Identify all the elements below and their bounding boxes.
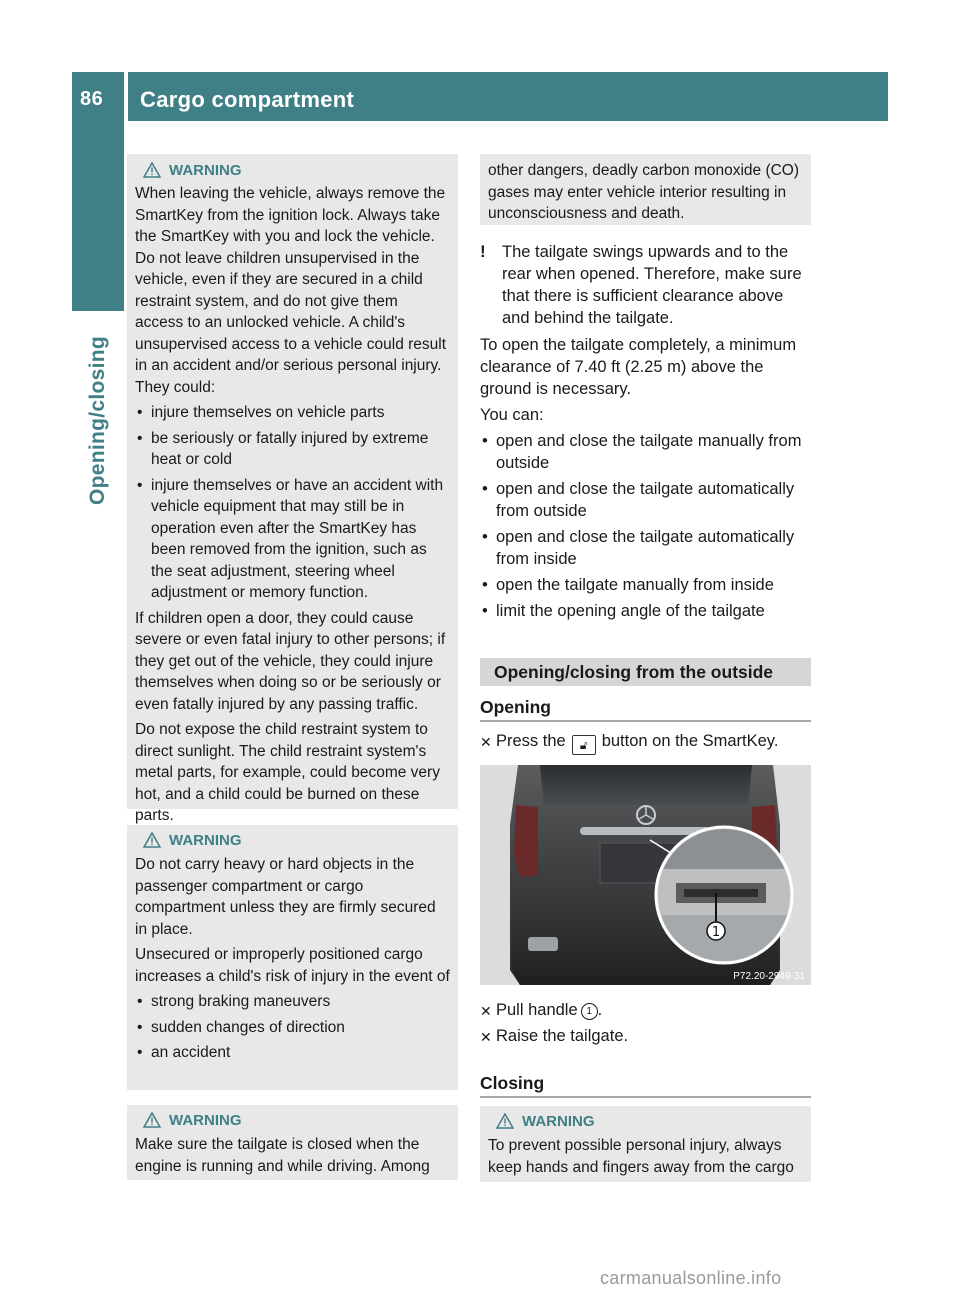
- warning-box-children: [127, 154, 458, 824]
- warning-paragraph: If children open a door, they could cause severe or even fatal injury to other persons; if they get out of the vehicle, they could injure themselves when doing so or be seriously or even fatally injured by any passing traffic.: [135, 609, 446, 713]
- warning-triangle-icon: [143, 1112, 161, 1128]
- subheading-opening: Opening: [480, 697, 551, 717]
- car-rear-illustration: [480, 765, 811, 985]
- warning-box-tailgate: [127, 1105, 458, 1180]
- list-item: • open and close the tailgate manually from outside: [482, 432, 802, 472]
- notice-block: [480, 241, 813, 329]
- step-marker-icon: ✕: [480, 1029, 492, 1045]
- list-item: • injure themselves on vehicle parts: [137, 404, 385, 421]
- list-item: • open and close the tailgate automatically from inside: [482, 528, 795, 568]
- header-separator: [124, 72, 128, 121]
- list-item: • strong braking maneuvers: [137, 993, 331, 1010]
- list-item: • an accident: [137, 1044, 231, 1061]
- subheading-rule: [480, 1096, 811, 1098]
- page-title: Cargo compartment: [140, 87, 355, 112]
- warning-header: [143, 1111, 450, 1129]
- list-item: • limit the opening angle of the tailgate: [482, 602, 765, 620]
- right-column-text: [480, 241, 813, 626]
- list-item: • injure themselves or have an accident with vehicle equipment that may still be in operation even after the SmartKey has been removed from the ignition, such as the seat adjustment, steering wheel adjustment or memory function.: [137, 476, 444, 601]
- warning-paragraph: Do not carry heavy or hard objects in the passenger compartment or cargo compartment unless they are firmly secured in place.: [135, 856, 436, 938]
- section-heading: Opening/closing from the outside: [480, 658, 811, 686]
- warning-header: [143, 161, 450, 179]
- warning-paragraph: other dangers, deadly carbon monoxide (CO) gases may enter vehicle interior resulting in unconsciousness and death.: [488, 162, 800, 222]
- tailgate-photo: [480, 765, 811, 985]
- step-press-button: ✕ Press the 🔓︎ button on the SmartKey.: [480, 730, 811, 755]
- notice-text: The tailgate swings upwards and to the rear when opened. Therefore, make sure that there is sufficient clearance above and behind the tailgate.: [502, 243, 802, 327]
- warning-paragraph: To prevent possible personal injury, always keep hands and fingers away from the cargo: [488, 1137, 794, 1176]
- step-marker-icon: ✕: [480, 734, 492, 750]
- warning-paragraph: Do not expose the child restraint system to direct sunlight. The child restraint system's metal parts, for example, could become very hot, and a child could be burned on these parts.: [135, 721, 440, 824]
- paragraph: To open the tailgate completely, a minimum clearance of 7.40 ft (2.25 m) above the ground is necessary.: [480, 336, 797, 398]
- list-item: • sudden changes of direction: [137, 1018, 345, 1036]
- warning-title: WARNING: [522, 1112, 595, 1130]
- footer-watermark: carmanualsonline.info: [600, 1268, 782, 1288]
- callout-ref-icon: 1: [581, 1003, 598, 1020]
- subheading-closing: Closing: [480, 1073, 545, 1093]
- warning-title: WARNING: [169, 1111, 242, 1129]
- subheading-rule: [480, 720, 811, 722]
- chapter-label: Opening/closing: [86, 335, 109, 505]
- warning-triangle-icon: [143, 162, 161, 178]
- list-item: • be seriously or fatally injured by extreme heat or cold: [137, 429, 429, 468]
- step-marker-icon: ✕: [480, 1003, 492, 1019]
- warning-box-closing: [480, 1106, 811, 1182]
- warning-box-continued: [480, 154, 811, 225]
- warning-header: [143, 831, 450, 849]
- step-pull-handle: ✕ Pull handle 1 .: [480, 999, 811, 1022]
- notice-exclamation-icon: !: [480, 242, 486, 261]
- warning-triangle-icon: [143, 832, 161, 848]
- paragraph: You can:: [480, 406, 544, 424]
- warning-title: WARNING: [169, 831, 242, 849]
- warning-box-cargo: [127, 825, 458, 1090]
- warning-header: [496, 1112, 803, 1130]
- list-item: • open and close the tailgate automatically from outside: [482, 480, 795, 520]
- list-item: • open the tailgate manually from inside: [482, 576, 774, 594]
- step-raise-tailgate: ✕ Raise the tailgate.: [480, 1025, 811, 1048]
- page-number: 86: [80, 88, 104, 110]
- warning-triangle-icon: [496, 1113, 514, 1129]
- side-tab-block: [72, 121, 124, 311]
- warning-paragraph: Make sure the tailgate is closed when the engine is running and while driving. Among: [135, 1136, 430, 1175]
- warning-title: WARNING: [169, 161, 242, 179]
- warning-paragraph: When leaving the vehicle, always remove the SmartKey from the ignition lock. Always take the SmartKey with you and lock the vehicle. Do not leave children unsupervised in the vehicle, even if they are secured in a child restraint system, and do not give them access to an unlocked vehicle. A child's unsupervised access to a vehicle could result in an accident and/or serious personal injury. They could:: [135, 185, 447, 396]
- unlock-key-icon: 🔓︎: [572, 735, 596, 755]
- image-code: P72.20-2949-31: [733, 971, 805, 982]
- callout-number-1: 1: [711, 925, 721, 940]
- warning-paragraph: Unsecured or improperly positioned cargo increases a child's risk of injury in the event of: [135, 946, 450, 985]
